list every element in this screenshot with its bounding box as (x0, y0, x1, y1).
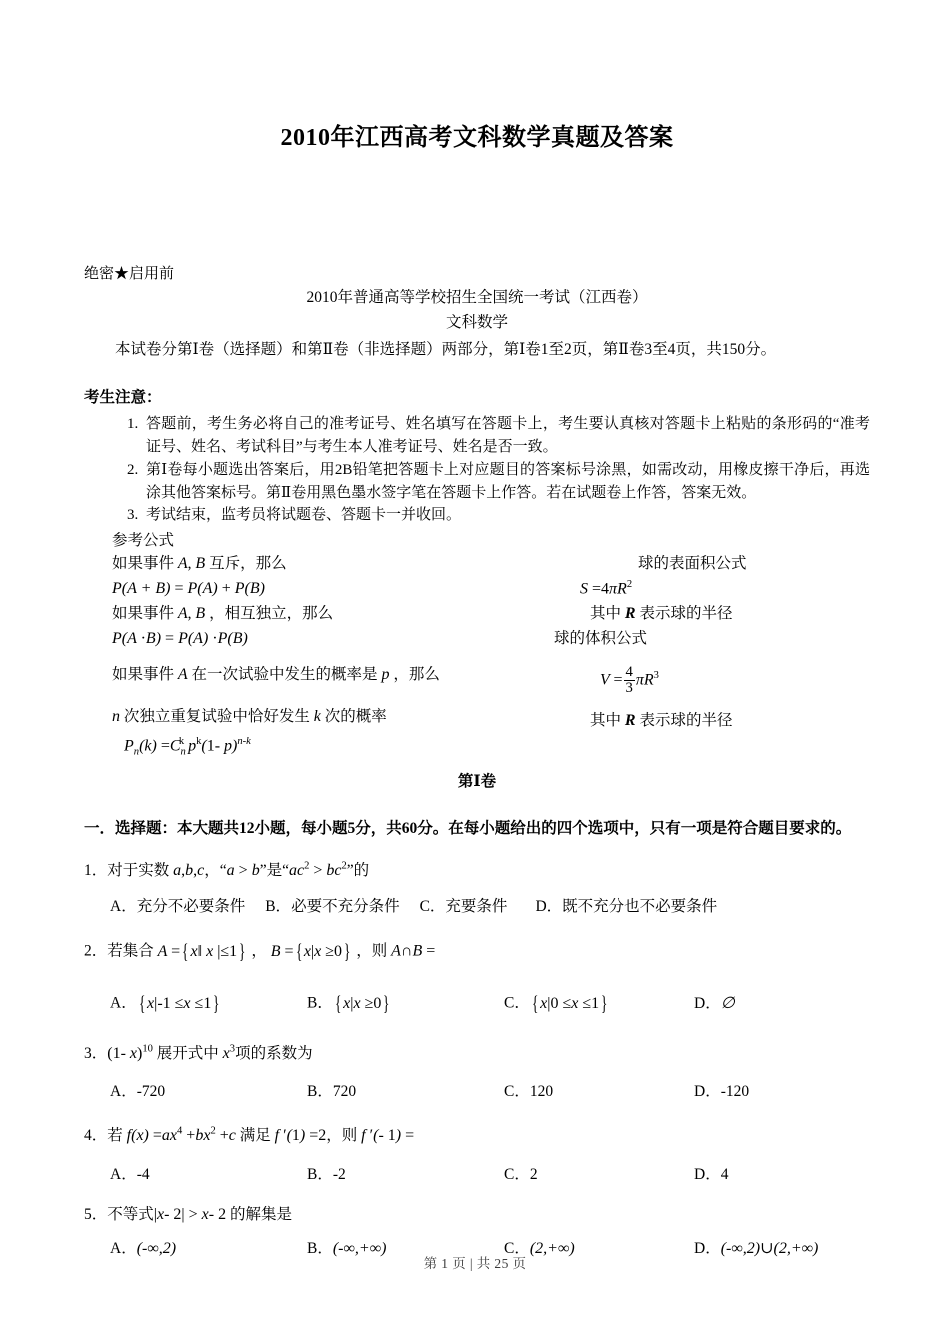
option-b[interactable]: B．-2 (307, 1166, 346, 1184)
paper-part-label: 第Ⅰ卷 (457, 772, 497, 790)
formula-independent: P(A ·B) = P(A) ·P(B) (112, 630, 248, 648)
option-a[interactable]: A．-720 (110, 1083, 166, 1101)
option-b[interactable]: B．{ x|x ≥0} (307, 991, 390, 1016)
exam-header-line1: 2010年普通高等学校招生全国统一考试（江西卷） (306, 288, 648, 306)
question-3-stem: 3．(1- x)$^{10}$ 展开式中 $x^3$项的系数为 (84, 1043, 313, 1062)
question-3-options (84, 1080, 870, 1105)
formula-mutually-exclusive-text: 如果事件 A, B 互斥，那么 (112, 555, 287, 573)
option-a[interactable]: A．(-∞,2) (110, 1239, 177, 1257)
question-2-options (84, 986, 870, 1020)
notice-item: 3. 考试结束，监考员将试题卷、答题卡一并收回。 (142, 504, 870, 527)
formulas-heading: 参考公式 (112, 532, 175, 550)
option-d[interactable]: D．既不充分也不必要条件 (535, 898, 718, 916)
formula-single-trial-text: 如果事件 A 在一次试验中发生的概率是 p ，那么 (112, 665, 440, 683)
question-1-options (84, 895, 870, 920)
option-c[interactable]: C．{ x|0 ≤x ≤1} (504, 991, 608, 1016)
option-c[interactable]: C．(2,+∞) (504, 1239, 575, 1257)
option-b[interactable]: B．720 (307, 1083, 357, 1101)
option-b[interactable]: B．(-∞,+∞) (307, 1239, 387, 1257)
formula-independent-text: 如果事件 A, B ，相互独立，那么 (112, 605, 334, 623)
secrecy-notice: 绝密★启用前 (84, 266, 175, 282)
formula-surface-area: $S =4\pi R^2$ (580, 579, 633, 598)
notice-heading: 考生注意： (84, 389, 162, 407)
formula-surface-area-label: 球的表面积公式 (638, 555, 747, 573)
question-2-stem: 2．若集合 A ={ x‖ x |≤1} ， B ={ x|x ≥0} ，则 A∩B = (84, 939, 436, 964)
question-4-stem: 4．若 $f(x) =ax^4 +bx^2 +c$ 满足 f ′(1) =2，则 f ′(- 1) = (84, 1125, 415, 1145)
option-c[interactable]: C．充要条件 (419, 898, 508, 916)
page-content (84, 0, 870, 1261)
option-d[interactable]: D．∅ (694, 995, 735, 1012)
option-b[interactable]: B．必要不充分条件 (265, 898, 400, 916)
question-4-options (84, 1163, 870, 1188)
formula-volume-note: 其中 R 表示球的半径 (590, 711, 733, 729)
exam-header-line2: 文科数学 (445, 313, 508, 331)
option-a[interactable]: A．-4 (110, 1166, 150, 1184)
notice-list (84, 413, 870, 527)
formula-binomial-text: n 次独立重复试验中恰好发生 k 次的概率 (112, 707, 387, 725)
formula-mutually-exclusive: P(A + B) = P(A) + P(B) (112, 580, 265, 598)
formula-volume-label: 球的体积公式 (554, 630, 648, 648)
formula-volume: V = $\frac{4}{3}$ $\pi R^3$ (600, 663, 659, 696)
section-heading-choice: 一．选择题：本大题共12小题，每小题5分，共60分。在每小题给出的四个选项中，只有一项是符合题目要求的。 (84, 820, 852, 838)
question-3 (84, 1041, 870, 1106)
question-5-stem: 5．不等式|x- 2| > x- 2 的解集是 (84, 1205, 292, 1223)
question-2 (84, 934, 870, 1021)
option-a[interactable]: A．{ x|-1 ≤x ≤1} (110, 991, 220, 1016)
question-1 (84, 858, 870, 920)
question-1-stem: 1．对于实数 a,b,c，“a > b”是“$ac^2 > bc^2$”的 (84, 861, 370, 880)
question-4 (84, 1123, 870, 1188)
exam-intro-paragraph: 本试卷分第Ⅰ卷（选择题）和第Ⅱ卷（非选择题）两部分，第Ⅰ卷1至2页，第Ⅱ卷3至4页，共150分。 (115, 340, 777, 358)
option-d[interactable]: D．4 (694, 1166, 729, 1184)
page-title: 2010年江西高考文科数学真题及答案 (280, 125, 674, 151)
option-c[interactable]: C．120 (504, 1083, 554, 1101)
option-d[interactable]: D．-120 (694, 1083, 750, 1101)
notice-item: 2. 第Ⅰ卷每小题选出答案后，用2B铅笔把答题卡上对应题目的答案标号涂黑，如需改动，用橡皮擦干净后，再选涂其他答案标号。第Ⅱ卷用黑色墨水签字笔在答题卡上作答。若在试题卷上作答，答案无效。 (142, 459, 870, 505)
option-c[interactable]: C．2 (504, 1166, 538, 1184)
page-footer: 第 1 页 | 共 25 页 (423, 1256, 527, 1271)
option-a[interactable]: A．充分不必要条件 (110, 898, 246, 916)
formulas-grid (84, 552, 870, 760)
option-d[interactable]: D．(-∞,2)∪(2,+∞) (694, 1239, 819, 1257)
notice-item: 1. 答题前，考生务必将自己的准考证号、姓名填写在答题卡上，考生要认真核对答题卡上粘贴的条形码的“准考证号、姓名、考试科目”与考生本人准考证号、姓名是否一致。 (142, 413, 870, 459)
formula-surface-area-note: 其中 R 表示球的半径 (590, 605, 733, 623)
formula-binomial: $P_n(k) =C_n^k$ $p^k(1-$ p)$^{n-k}$ (124, 735, 251, 758)
